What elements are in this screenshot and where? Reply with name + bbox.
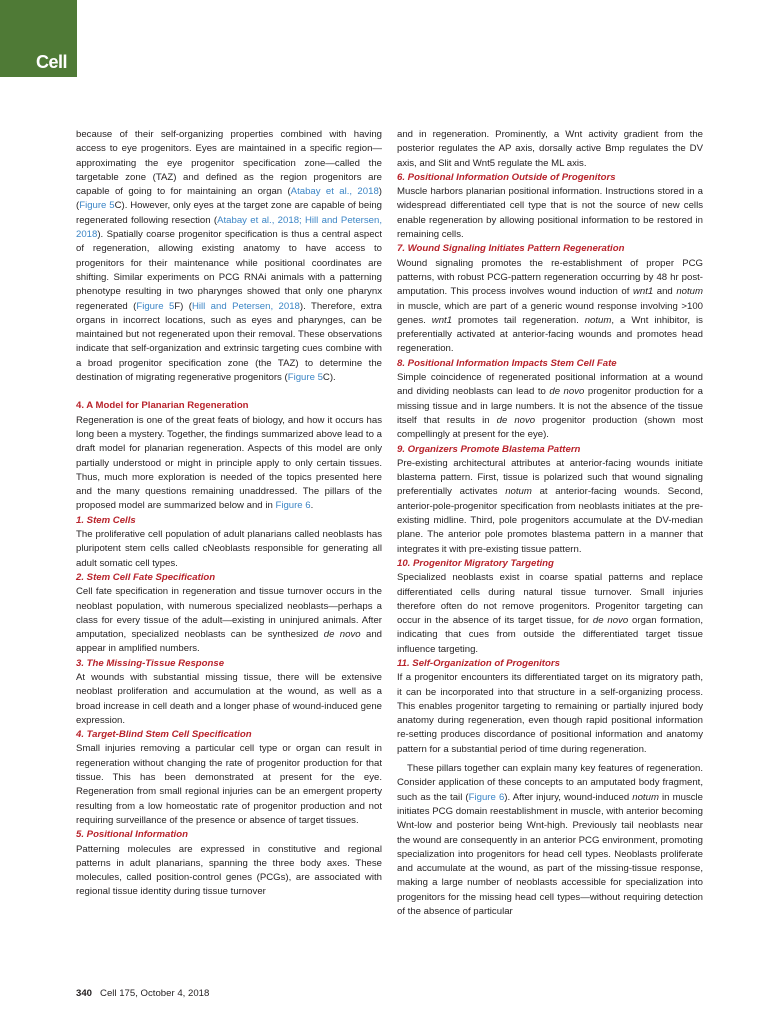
subsection-heading: 1. Stem Cells (76, 514, 136, 526)
page-number: 340 (76, 988, 93, 999)
journal-logo: Cell (36, 52, 68, 72)
paragraph: Pre-existing architectural attributes at anterior-facing wounds initiate blastema pattern. First, tissue is polarized such that wound signaling preferentially activates notum at anterior-facing wounds. Second, anterior-pole-progenitor specification from neoblasts initiates at the pre-existing midline. Third, pole progenitors accumulate at the DV-median plane. The anterior pole promotes blastema pattern in a manner that integrates it with pre-existing tissue pattern. (397, 457, 703, 555)
subsection-heading: 10. Progenitor Migratory Targeting (397, 557, 554, 569)
subsection-heading: 4. Target-Blind Stem Cell Specification (76, 729, 252, 741)
paragraph: Regeneration is one of the great feats of biology, and how it occurs has long been a mystery. Together, the findings summarized above lead to a draft model for planarian regeneration. Aspects of this model are only partially understood or might in principle apply to only certain tissues. Thus, much more exploration is needed of the topics presented here and the many questions remaining unaddressed. The pillars of the proposed model are summarized below and in Figure 6. (76, 414, 382, 512)
subsection-heading: 5. Positional Information (76, 829, 188, 841)
paragraph: and in regeneration. Prominently, a Wnt activity gradient from the posterior regulates the AP axis, dorsally active Bmp regulates the DV axis, and Slit and Wnt5 regulate the ML axis. (397, 129, 703, 169)
subsection-heading: 6. Positional Information Outside of Progenitors (397, 171, 616, 183)
figure-link[interactable]: Figure 5 (136, 300, 175, 312)
figure-link[interactable]: Figure 5 (79, 200, 115, 212)
paragraph: If a progenitor encounters its differentiated target on its migratory path, it can be incorporated into that structure in a self-organizing process. This enables progenitor targeting to remaining or partially injured body anatomy during regeneration, even though rapid positional information re-setting produces discordance of positional information and anatomy pattern for a substantial period of time during regeneration. (397, 672, 703, 755)
paragraph: Specialized neoblasts exist in coarse spatial patterns and replace differentiated cells during natural tissue turnover. Small injuries therefore often do not remove progenitors. Progenitor targeting can occur in the absence of its target tissue, for de novo organ formation, indicating that cues from outside the differentiated target tissue influence targeting. (397, 572, 704, 655)
citation-link[interactable]: Atabay et al., 2018 (290, 186, 379, 198)
paragraph: At wounds with substantial missing tissue, there will be extensive neoblast proliferation and accumulation at the wound, as well as a broad increase in cell death and a longer phase of wound-induced gene expression. (76, 671, 382, 726)
subsection-heading: 3. The Missing-Tissue Response (76, 657, 225, 669)
paragraph: Cell fate specification in regeneration and tissue turnover occurs in the neoblast population, with numerous specialized neoblasts—perhaps a class for every tissue of the adult—existing in uninjured animals. After amputation, specialized neoblasts can be synthesized de novo and appear in amplified numbers. (76, 586, 382, 655)
paragraph: These pillars together can explain many key features of regeneration. Consider application of these concepts to an amputated body fragment, such as the tail (Figure 6). After injury, wound-induced notum in muscle initiates PCG domain reestablishment in muscle, with anterior becoming Wnt-low and posterior being Wnt-high. Previously tail neoblasts near the wound are consequently in an anterior PCG environment, promoting specialization into progenitors for head cell types. Neoblasts proliferate and accumulate at the wound, as part of the missing-tissue response, making a large number of neoblasts accessible for specialization into progenitors for the missing head cell types—without requiring detection of the absence of particular (397, 763, 704, 918)
journal-tab (0, 0, 77, 77)
paragraph: Simple coincidence of regenerated positional information at a wound and dividing neoblasts can lead to de novo progenitor production for a missing tissue and in large numbers. It is not the absence of the tissue itself that results in de novo progenitor production (shown most compellingly at present for the eye). (397, 372, 703, 441)
left-column (76, 128, 382, 900)
journal-citation: Cell 175, October 4, 2018 (100, 988, 210, 999)
subsection-heading: 11. Self-Organization of Progenitors (397, 657, 560, 669)
paragraph: Patterning molecules are expressed in constitutive and regional patterns in adult planarians, spanning the three body axes. These molecules, called position-control genes (PCGs), are associated with regional tissue identity during tissue turnover (76, 843, 382, 898)
subsection-heading: 7. Wound Signaling Initiates Pattern Regeneration (397, 243, 625, 255)
figure-link[interactable]: Figure 6 (468, 791, 505, 803)
paragraph: because of their self-organizing properties combined with having access to eye progenitors. Eyes are maintained in a specific region—approximating the eye progenitor specification zone—called the targetable zone (TAZ) and defined as the region progenitors are capable of going to for maintaining an organ (Atabay et al., 2018) (Figure 5C). However, only eyes at the target zone are capable of being regenerated following resection (Atabay et al., 2018; Hill and Petersen, 2018). Spatially coarse progenitor specification is thus a central aspect of regeneration, allowing existing anatomy to have access to progenitors for their maintenance while positional coordinates are shifting. Similar experiments on PCG RNAi animals with a patterning phenotype resulting in two pharynges showed that only one pharynx regenerated (Figure 5F) (Hill and Petersen, 2018). Therefore, extra organs in incorrect locations, such as eyes and pharynges, can be maintained but not regenerated upon their removal. These observations indicate that self-organization and extrinsic targeting cues combine with a broad progenitor specification zone (the TAZ) to determine the destination of migrating regenerative progenitors (Figure 5C). (76, 129, 382, 384)
citation-link[interactable]: Hill and Petersen, 2018 (191, 300, 300, 312)
subsection-heading: 8. Positional Information Impacts Stem Cell Fate (397, 357, 617, 369)
paragraph: Wound signaling promotes the re-establishment of proper PCG patterns, with robust PCG-pattern regeneration occurring by 48 hr post-amputation. This process involves wound induction of wnt1 and notum in muscle, which are part of a generic wound response involving >100 genes. wnt1 promotes tail regeneration. notum, a Wnt inhibitor, is preferentially activated at anterior-facing wounds and promotes head regeneration. (397, 257, 704, 355)
paragraph: The proliferative cell population of adult planarians called neoblasts has pluripotent stem cells called cNeoblasts responsible for generating all adult somatic cell types. (76, 529, 382, 569)
section-heading: 4. A Model for Planarian Regeneration (76, 400, 249, 412)
figure-link[interactable]: Figure 6 (275, 500, 311, 512)
paragraph: Small injuries removing a particular cell type or organ can result in regeneration without changing the rate of progenitor production for that tissue. This has been demonstrated at present for the eye. Regeneration from small regional injuries can be an emergent property resulting from a low homeostatic rate of progenitor production and not requiring surveillance of the presence or absence of target tissues. (76, 743, 382, 826)
page-footer (76, 988, 209, 999)
paragraph: Muscle harbors planarian positional information. Instructions stored in a widespread differentiated cell type that is not the source of new cells enable regeneration by allowing positional information to be restored in remaining cells. (397, 186, 703, 241)
right-column (397, 128, 703, 919)
subsection-heading: 2. Stem Cell Fate Specification (76, 571, 216, 583)
citation-link[interactable]: Atabay et al., 2018; Hill and Petersen, 2018 (76, 214, 382, 241)
figure-link[interactable]: Figure 5 (287, 372, 323, 384)
subsection-heading: 9. Organizers Promote Blastema Pattern (397, 443, 581, 455)
